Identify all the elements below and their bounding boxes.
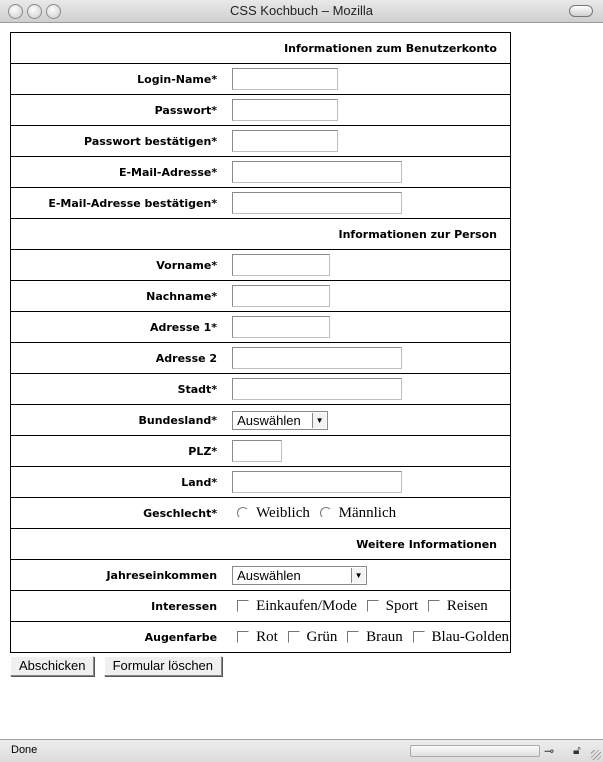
label-address2: Adresse 2 [11, 343, 231, 374]
form-row-password [11, 95, 511, 126]
interest-travel-checkbox[interactable] [428, 600, 440, 612]
submit-button[interactable]: Abschicken [10, 656, 94, 676]
form-row-income [11, 560, 511, 591]
section-header-account [11, 33, 511, 64]
address2-input[interactable] [232, 347, 402, 369]
form-row-address1 [11, 312, 511, 343]
form-row-state [11, 405, 511, 436]
gender-female-label: Weiblich [256, 504, 310, 521]
zip-input[interactable] [232, 440, 282, 462]
label-income: Jahreseinkommen [11, 560, 231, 591]
registration-form [10, 32, 511, 653]
form-row-address2 [11, 343, 511, 374]
last-name-input[interactable] [232, 285, 330, 307]
label-email: E-Mail-Adresse* [11, 157, 231, 188]
label-password: Passwort* [11, 95, 231, 126]
chevron-down-icon: ▼ [351, 568, 365, 583]
label-city: Stadt* [11, 374, 231, 405]
form-row-country [11, 467, 511, 498]
status-bar [0, 739, 603, 762]
state-select[interactable] [232, 411, 328, 430]
city-input[interactable] [232, 378, 402, 400]
section-title-account: Informationen zum Benutzerkonto [284, 41, 497, 55]
chevron-down-icon: ▼ [312, 413, 326, 428]
address1-input[interactable] [232, 316, 330, 338]
interest-sport-label: Sport [385, 597, 419, 614]
reset-button[interactable]: Formular löschen [104, 656, 222, 676]
section-header-person [11, 219, 511, 250]
label-first-name: Vorname* [11, 250, 231, 281]
label-eye-color: Augenfarbe [11, 622, 231, 653]
label-zip: PLZ* [11, 436, 231, 467]
progress-bar [410, 745, 540, 757]
form-row-eye-color [11, 622, 511, 653]
interest-shopping-label: Einkaufen/Mode [256, 597, 357, 614]
label-last-name: Nachname* [11, 281, 231, 312]
label-password-confirm: Passwort bestätigen* [11, 126, 231, 157]
plug-icon[interactable]: ⊸ [544, 744, 555, 758]
income-select[interactable] [232, 566, 367, 585]
form-row-email [11, 157, 511, 188]
window-title: CSS Kochbuch – Mozilla [229, 3, 374, 18]
eye-blue-golden-checkbox[interactable] [413, 631, 425, 643]
form-row-zip [11, 436, 511, 467]
email-confirm-input[interactable] [232, 192, 402, 214]
eye-green-checkbox[interactable] [288, 631, 300, 643]
toolbar-toggle-icon[interactable] [569, 5, 593, 17]
form-row-password-confirm [11, 126, 511, 157]
form-row-email-confirm [11, 188, 511, 219]
eye-brown-label: Braun [366, 628, 403, 645]
section-title-more: Weitere Informationen [11, 529, 511, 560]
eye-blue-golden-label: Blau-Golden [431, 628, 509, 645]
form-row-city [11, 374, 511, 405]
gender-male-label: Männlich [338, 504, 397, 521]
eye-brown-checkbox[interactable] [347, 631, 359, 643]
password-input[interactable] [232, 99, 338, 121]
label-state: Bundesland* [11, 405, 231, 436]
password-confirm-input[interactable] [232, 130, 338, 152]
label-interests: Interessen [11, 591, 231, 622]
email-input[interactable] [232, 161, 402, 183]
gender-female-radio[interactable] [237, 507, 249, 519]
page-content [0, 23, 603, 739]
label-address1: Adresse 1* [11, 312, 231, 343]
eye-red-label: Rot [256, 628, 278, 645]
label-email-confirm: E-Mail-Adresse bestätigen* [11, 188, 231, 219]
eye-green-label: Grün [306, 628, 338, 645]
login-name-input[interactable] [232, 68, 338, 90]
interest-travel-label: Reisen [446, 597, 488, 614]
form-buttons [10, 655, 226, 676]
country-input[interactable] [232, 471, 402, 493]
status-text: Done [11, 744, 38, 756]
label-gender: Geschlecht* [11, 498, 231, 529]
lock-icon[interactable]: 🔓︎ [573, 743, 581, 757]
income-select-value: Auswählen [237, 567, 301, 583]
label-login-name: Login-Name* [11, 64, 231, 95]
interest-shopping-checkbox[interactable] [237, 600, 249, 612]
gender-male-radio[interactable] [320, 507, 332, 519]
eye-red-checkbox[interactable] [237, 631, 249, 643]
section-title-person: Informationen zur Person [11, 219, 511, 250]
form-row-login-name [11, 64, 511, 95]
form-row-first-name [11, 250, 511, 281]
form-row-gender [11, 498, 511, 529]
interest-sport-checkbox[interactable] [367, 600, 379, 612]
form-row-last-name [11, 281, 511, 312]
label-country: Land* [11, 467, 231, 498]
first-name-input[interactable] [232, 254, 330, 276]
resize-grip[interactable] [591, 750, 601, 760]
section-header-more [11, 529, 511, 560]
state-select-value: Auswählen [237, 412, 301, 428]
form-row-interests [11, 591, 511, 622]
title-bar [0, 0, 603, 23]
